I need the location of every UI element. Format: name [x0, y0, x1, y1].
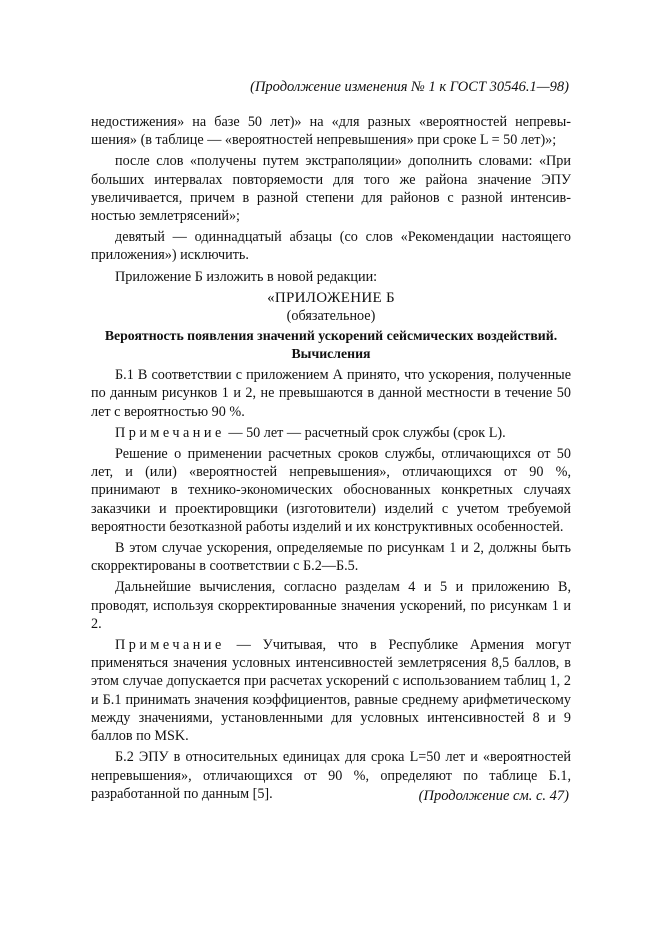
- section-b1: Б.1 В соответствии с приложением А принято, что ускорения, полученные по данным рисунков 1 и 2, не превышаются в данной местности в течение 50 лет с вероятностью 90 %.: [91, 367, 571, 420]
- footer-continuation: (Продолжение см. с. 47): [418, 788, 569, 804]
- paragraph-further: Дальнейшие вычисления, согласно разделам 4 и 5 и приложению В, проводят, используя скорректированные значения ускорений, по рисункам 1 и 2.: [91, 579, 571, 632]
- appendix-heading-line-2: Вычисления: [291, 346, 371, 362]
- paragraph-decision: Решение о применении расчетных сроков службы, отличающихся от 50 лет, и (или) «вероятностей непревышения», отличающихся от 90 %, принимают в технико-экономических обоснованных конкретных случаях заказчики и проектировщики (изготовители) изделий с учетом требуемой вероятности безотказной работы изделий и их конструктивных особенностей.: [91, 446, 571, 535]
- note-2-label: Примечание: [115, 637, 225, 654]
- note-2: [91, 636, 571, 745]
- note-1-label: Примечание: [115, 424, 225, 441]
- paragraph-3: девятый — одиннадцатый абзацы (со слов «Рекомендации настоящего приложения») исключить.: [91, 229, 571, 264]
- paragraph-2: после слов «получены путем экстраполяции» дополнить словами: «При больших интервалах повторяемости для того же района значение ЭПУ увеличивается, причем в разной степени для районов с разной интенсивностью землетрясений»;: [91, 153, 571, 225]
- section-b2: Б.2 ЭПУ в относительных единицах для срока L=50 лет и «вероятностей непревышения», отличающихся от 90 %, определяют по таблице Б.1, разработанной по данным [5].: [91, 749, 571, 802]
- header-continuation: (Продолжение изменения № 1 к ГОСТ 30546.1—98): [250, 79, 569, 95]
- note-1-text: — 50 лет — расчетный срок службы (срок L).: [224, 424, 506, 441]
- paragraph-1: недостижения» на базе 50 лет)» на «для разных «вероятностей непревышения» (в таблице — «вероятностей непревышения» при сроке L = 50 лет)»;: [91, 114, 571, 149]
- appendix-title: «ПРИЛОЖЕНИЕ Б: [267, 289, 395, 306]
- paragraph-correction: В этом случае ускорения, определяемые по рисункам 1 и 2, должны быть скорректированы в соответствии с Б.2—Б.5.: [91, 540, 571, 575]
- note-1: [91, 424, 571, 442]
- paragraph-4: Приложение Б изложить в новой редакции:: [115, 268, 378, 285]
- note-2-text: — Учитывая, что в Республике Армения могут применяться значения условных интенсивностей землетрясения 8,5 баллов, в этом случае допускается при расчетах ускорений с использованием таблиц 1, 2 и Б.1 принимать значения коэффициентов, равные среднему арифметическому между значениями, установленными для условных интенсивностей 8 и 9 баллов по MSK.: [91, 637, 571, 745]
- appendix-heading-line-1: Вероятность появления значений ускорений сейсмических воздействий.: [104, 328, 558, 344]
- document-body: [91, 113, 571, 806]
- appendix-subtitle: (обязательное): [286, 308, 376, 325]
